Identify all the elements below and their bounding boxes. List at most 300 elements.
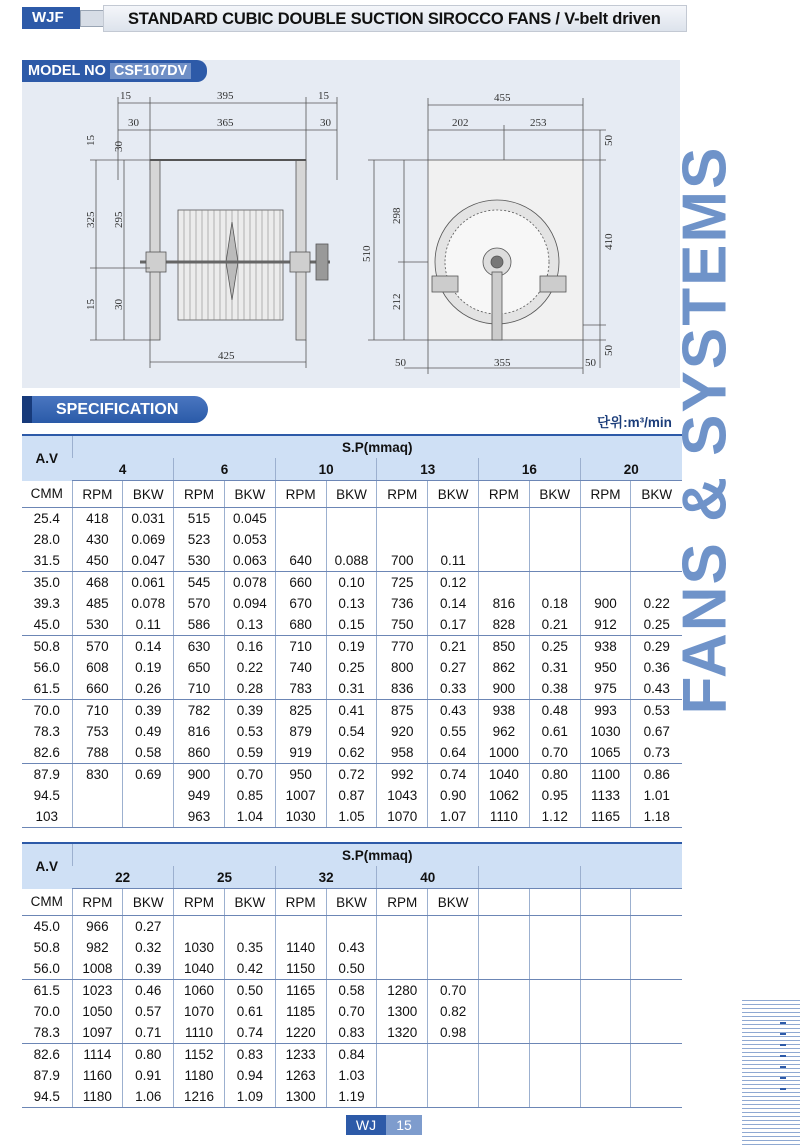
rpm-cell xyxy=(377,937,428,958)
dim-text: 50 xyxy=(603,135,615,146)
table-row xyxy=(22,785,682,806)
bkw-header: BKW xyxy=(326,481,377,508)
bkw-cell: 0.61 xyxy=(529,721,580,742)
rpm-cell: 800 xyxy=(377,657,428,678)
rpm-cell: 736 xyxy=(377,593,428,614)
table-row xyxy=(22,1065,682,1086)
rpm-cell xyxy=(580,958,631,980)
bkw-cell xyxy=(631,958,682,980)
bkw-cell: 0.031 xyxy=(123,508,174,530)
rpm-cell: 1062 xyxy=(479,785,530,806)
bkw-cell: 0.83 xyxy=(224,1044,275,1066)
bkw-cell: 0.13 xyxy=(224,614,275,636)
rpm-cell: 860 xyxy=(174,742,225,764)
rpm-cell: 950 xyxy=(275,764,326,786)
rpm-cell: 938 xyxy=(479,700,530,722)
rpm-cell: 710 xyxy=(174,678,225,700)
bkw-cell: 0.50 xyxy=(224,980,275,1002)
bkw-cell: 0.87 xyxy=(326,785,377,806)
rpm-cell xyxy=(479,550,530,572)
table-row xyxy=(22,614,682,636)
bkw-cell: 0.74 xyxy=(428,764,479,786)
bkw-cell: 0.053 xyxy=(224,529,275,550)
rpm-cell: 650 xyxy=(174,657,225,678)
rpm-cell: 788 xyxy=(72,742,123,764)
bkw-cell: 0.094 xyxy=(224,593,275,614)
table-row xyxy=(22,529,682,550)
rpm-cell: 830 xyxy=(72,764,123,786)
dim-text: 30 xyxy=(113,299,125,310)
bkw-cell xyxy=(529,980,580,1002)
rpm-cell: 1110 xyxy=(479,806,530,828)
rpm-cell: 879 xyxy=(275,721,326,742)
cmm-cell: 28.0 xyxy=(22,529,72,550)
bkw-cell: 0.061 xyxy=(123,572,174,594)
bkw-cell: 0.71 xyxy=(123,1022,174,1044)
rpm-cell: 740 xyxy=(275,657,326,678)
bkw-cell: 0.69 xyxy=(123,764,174,786)
rpm-cell: 660 xyxy=(275,572,326,594)
rpm-cell: 1300 xyxy=(377,1001,428,1022)
rpm-cell: 1216 xyxy=(174,1086,225,1108)
bkw-cell xyxy=(428,958,479,980)
bkw-cell: 0.82 xyxy=(428,1001,479,1022)
rpm-cell xyxy=(479,980,530,1002)
bkw-cell: 1.07 xyxy=(428,806,479,828)
rpm-cell xyxy=(479,1044,530,1066)
rpm-cell: 468 xyxy=(72,572,123,594)
rpm-cell xyxy=(479,572,530,594)
bkw-cell: 0.80 xyxy=(123,1044,174,1066)
table-row xyxy=(22,1022,682,1044)
bkw-cell xyxy=(428,1065,479,1086)
dim-text: 15 xyxy=(85,135,97,146)
dim-text: 355 xyxy=(494,357,511,369)
bkw-cell: 0.17 xyxy=(428,614,479,636)
bkw-cell: 0.11 xyxy=(428,550,479,572)
bkw-cell: 0.15 xyxy=(326,614,377,636)
rpm-cell xyxy=(580,1044,631,1066)
cmm-cell: 61.5 xyxy=(22,678,72,700)
cmm-cell: 39.3 xyxy=(22,593,72,614)
bkw-cell: 0.16 xyxy=(224,636,275,658)
bkw-cell xyxy=(123,806,174,828)
bkw-header: BKW xyxy=(428,889,479,916)
bkw-cell: 1.09 xyxy=(224,1086,275,1108)
bkw-cell xyxy=(428,1044,479,1066)
bkw-cell: 0.84 xyxy=(326,1044,377,1066)
rpm-cell xyxy=(377,1086,428,1108)
bkw-cell: 0.18 xyxy=(529,593,580,614)
rpm-cell xyxy=(580,1022,631,1044)
dim-text: 298 xyxy=(391,207,403,224)
rpm-cell: 1220 xyxy=(275,1022,326,1044)
bkw-cell xyxy=(326,916,377,938)
rpm-cell: 862 xyxy=(479,657,530,678)
bkw-cell: 0.90 xyxy=(428,785,479,806)
bkw-cell: 0.28 xyxy=(224,678,275,700)
bkw-cell xyxy=(224,916,275,938)
dim-text: 395 xyxy=(217,90,234,102)
rpm-cell xyxy=(377,916,428,938)
dim-text: 30 xyxy=(320,117,331,129)
table-row xyxy=(22,806,682,828)
bkw-cell: 0.39 xyxy=(123,958,174,980)
rpm-cell: 1140 xyxy=(275,937,326,958)
pressure-row xyxy=(22,458,682,481)
bkw-cell xyxy=(529,958,580,980)
cmm-cell: 82.6 xyxy=(22,1044,72,1066)
rpm-cell: 608 xyxy=(72,657,123,678)
pressure-cell xyxy=(580,866,682,889)
bkw-cell: 0.70 xyxy=(529,742,580,764)
rpm-header: RPM xyxy=(377,889,428,916)
bkw-cell: 0.38 xyxy=(529,678,580,700)
bkw-cell: 1.03 xyxy=(326,1065,377,1086)
bkw-cell xyxy=(326,529,377,550)
table-row xyxy=(22,657,682,678)
rpm-cell xyxy=(580,572,631,594)
bkw-cell: 0.73 xyxy=(631,742,682,764)
rpm-cell: 1043 xyxy=(377,785,428,806)
table-row xyxy=(22,678,682,700)
bkw-header: BKW xyxy=(123,889,174,916)
rpm-cell: 485 xyxy=(72,593,123,614)
bkw-cell: 0.069 xyxy=(123,529,174,550)
rpm-cell: 700 xyxy=(377,550,428,572)
rpm-cell: 1133 xyxy=(580,785,631,806)
page-number: 15 xyxy=(386,1115,422,1135)
bkw-cell: 0.063 xyxy=(224,550,275,572)
rpm-cell xyxy=(479,508,530,530)
rpm-cell: 430 xyxy=(72,529,123,550)
rpm-cell xyxy=(580,550,631,572)
table-row xyxy=(22,721,682,742)
bkw-cell: 0.43 xyxy=(326,937,377,958)
bkw-cell: 0.59 xyxy=(224,742,275,764)
table-1-body xyxy=(22,508,682,828)
rpm-cell: 710 xyxy=(72,700,123,722)
rpm-cell xyxy=(377,1065,428,1086)
rpm-cell xyxy=(72,785,123,806)
bkw-cell: 1.04 xyxy=(224,806,275,828)
bkw-cell xyxy=(529,1086,580,1108)
bkw-cell xyxy=(631,1086,682,1108)
bkw-cell xyxy=(631,980,682,1002)
rpm-cell: 1097 xyxy=(72,1022,123,1044)
bkw-cell xyxy=(631,1065,682,1086)
bkw-cell: 0.86 xyxy=(631,764,682,786)
rpm-cell: 630 xyxy=(174,636,225,658)
bkw-cell xyxy=(631,1044,682,1066)
rpm-cell: 1152 xyxy=(174,1044,225,1066)
rpm-header: RPM xyxy=(72,481,123,508)
bkw-header: BKW xyxy=(326,889,377,916)
rpm-cell xyxy=(479,1022,530,1044)
bkw-cell: 0.088 xyxy=(326,550,377,572)
bkw-cell xyxy=(631,1001,682,1022)
sp-header: S.P(mmaq) xyxy=(72,435,682,458)
rpm-cell: 1180 xyxy=(72,1086,123,1108)
rpm-cell: 1008 xyxy=(72,958,123,980)
bkw-cell: 0.91 xyxy=(123,1065,174,1086)
rpm-cell: 992 xyxy=(377,764,428,786)
rpm-cell: 982 xyxy=(72,937,123,958)
bkw-cell xyxy=(529,916,580,938)
bkw-cell: 0.53 xyxy=(224,721,275,742)
table-row xyxy=(22,937,682,958)
bkw-cell: 0.078 xyxy=(224,572,275,594)
rpm-cell: 1030 xyxy=(580,721,631,742)
bkw-cell: 0.39 xyxy=(123,700,174,722)
rpm-cell: 1160 xyxy=(72,1065,123,1086)
rpm-cell xyxy=(377,1044,428,1066)
bkw-cell: 0.43 xyxy=(428,700,479,722)
cmm-cell: 31.5 xyxy=(22,550,72,572)
table-row xyxy=(22,742,682,764)
sp-header: S.P(mmaq) xyxy=(72,843,682,866)
cmm-cell: 45.0 xyxy=(22,614,72,636)
rpm-cell: 1165 xyxy=(275,980,326,1002)
bkw-cell: 0.14 xyxy=(428,593,479,614)
rpm-cell xyxy=(479,1065,530,1086)
rpm-cell: 912 xyxy=(580,614,631,636)
rpm-cell: 782 xyxy=(174,700,225,722)
bkw-cell xyxy=(529,1001,580,1022)
rpm-cell: 850 xyxy=(479,636,530,658)
rpm-cell: 680 xyxy=(275,614,326,636)
rpm-cell: 1180 xyxy=(174,1065,225,1086)
av-header: A.V xyxy=(22,435,72,481)
bkw-cell xyxy=(529,529,580,550)
bkw-cell: 0.74 xyxy=(224,1022,275,1044)
pressure-cell: 25 xyxy=(174,866,276,889)
dim-text: 253 xyxy=(530,117,547,129)
cmm-cell: 56.0 xyxy=(22,958,72,980)
bkw-cell: 0.94 xyxy=(224,1065,275,1086)
rpm-cell xyxy=(580,1086,631,1108)
bkw-cell: 0.25 xyxy=(529,636,580,658)
rpm-cell xyxy=(479,958,530,980)
rpm-cell: 975 xyxy=(580,678,631,700)
rpm-cell: 1000 xyxy=(479,742,530,764)
rpm-header: RPM xyxy=(580,481,631,508)
rpm-cell: 570 xyxy=(72,636,123,658)
rpm-cell: 545 xyxy=(174,572,225,594)
dim-text: 365 xyxy=(217,117,234,129)
table-row xyxy=(22,508,682,530)
dim-text: 295 xyxy=(113,211,125,228)
bkw-cell xyxy=(631,916,682,938)
unit-row xyxy=(22,889,682,916)
bkw-cell: 0.80 xyxy=(529,764,580,786)
dim-text: 212 xyxy=(391,293,403,310)
bkw-cell: 0.53 xyxy=(631,700,682,722)
dim-text: 50 xyxy=(585,357,596,369)
cmm-cell: 94.5 xyxy=(22,785,72,806)
bkw-cell: 0.32 xyxy=(123,937,174,958)
cmm-header: CMM xyxy=(22,481,72,508)
table-row xyxy=(22,1001,682,1022)
rpm-cell xyxy=(479,529,530,550)
side-dots xyxy=(780,1022,786,1092)
rpm-cell: 962 xyxy=(479,721,530,742)
table-row xyxy=(22,916,682,938)
rpm-cell: 1150 xyxy=(275,958,326,980)
dim-text: 410 xyxy=(603,233,615,250)
rpm-cell: 530 xyxy=(72,614,123,636)
rpm-cell: 919 xyxy=(275,742,326,764)
cmm-cell: 35.0 xyxy=(22,572,72,594)
bkw-cell: 1.12 xyxy=(529,806,580,828)
bkw-cell: 0.64 xyxy=(428,742,479,764)
rpm-cell: 1023 xyxy=(72,980,123,1002)
rpm-cell: 828 xyxy=(479,614,530,636)
rpm-cell xyxy=(580,916,631,938)
bkw-header: BKW xyxy=(529,481,580,508)
cmm-cell: 50.8 xyxy=(22,636,72,658)
bkw-cell: 1.05 xyxy=(326,806,377,828)
rpm-cell: 900 xyxy=(580,593,631,614)
pressure-cell: 6 xyxy=(174,458,276,481)
bkw-cell: 1.19 xyxy=(326,1086,377,1108)
bkw-cell: 0.26 xyxy=(123,678,174,700)
rpm-cell: 950 xyxy=(580,657,631,678)
rpm-cell: 515 xyxy=(174,508,225,530)
bkw-cell: 0.48 xyxy=(529,700,580,722)
rpm-cell: 1050 xyxy=(72,1001,123,1022)
bkw-cell: 0.11 xyxy=(123,614,174,636)
bkw-cell: 0.72 xyxy=(326,764,377,786)
rpm-cell: 710 xyxy=(275,636,326,658)
rpm-cell: 1110 xyxy=(174,1022,225,1044)
rpm-cell: 783 xyxy=(275,678,326,700)
unit-label: 단위:m³/min xyxy=(597,415,672,430)
pressure-cell: 13 xyxy=(377,458,479,481)
bkw-cell xyxy=(428,1086,479,1108)
bkw-cell: 0.10 xyxy=(326,572,377,594)
rpm-header: RPM xyxy=(275,481,326,508)
rpm-cell: 1060 xyxy=(174,980,225,1002)
rpm-cell: 570 xyxy=(174,593,225,614)
bkw-cell xyxy=(529,937,580,958)
bkw-cell: 0.078 xyxy=(123,593,174,614)
bkw-cell: 0.61 xyxy=(224,1001,275,1022)
bkw-cell: 0.98 xyxy=(428,1022,479,1044)
rpm-cell: 816 xyxy=(479,593,530,614)
dim-text: 15 xyxy=(120,90,131,102)
rpm-cell: 1233 xyxy=(275,1044,326,1066)
bkw-cell: 0.22 xyxy=(631,593,682,614)
bkw-header: BKW xyxy=(123,481,174,508)
rpm-cell xyxy=(479,937,530,958)
side-stripes xyxy=(742,1000,800,1145)
bkw-cell xyxy=(326,508,377,530)
rpm-cell: 1280 xyxy=(377,980,428,1002)
rpm-cell: 1165 xyxy=(580,806,631,828)
bkw-cell xyxy=(631,1022,682,1044)
rpm-cell: 1263 xyxy=(275,1065,326,1086)
rpm-header: RPM xyxy=(72,889,123,916)
bkw-cell: 0.33 xyxy=(428,678,479,700)
dim-text: 510 xyxy=(361,245,373,262)
rpm-cell: 418 xyxy=(72,508,123,530)
rpm-cell xyxy=(275,529,326,550)
table-row xyxy=(22,1086,682,1108)
dim-text: 455 xyxy=(494,92,511,104)
cmm-cell: 78.3 xyxy=(22,1022,72,1044)
cmm-cell: 56.0 xyxy=(22,657,72,678)
rpm-cell: 530 xyxy=(174,550,225,572)
bkw-cell: 0.58 xyxy=(326,980,377,1002)
bkw-header: BKW xyxy=(224,889,275,916)
bkw-cell: 0.25 xyxy=(326,657,377,678)
bkw-cell xyxy=(529,1065,580,1086)
bkw-cell: 0.12 xyxy=(428,572,479,594)
cmm-cell: 87.9 xyxy=(22,1065,72,1086)
pressure-cell: 16 xyxy=(479,458,581,481)
rpm-cell: 1040 xyxy=(479,764,530,786)
pressure-cell: 22 xyxy=(72,866,174,889)
bkw-cell: 0.27 xyxy=(428,657,479,678)
pressure-cell: 40 xyxy=(377,866,479,889)
spec-table-1 xyxy=(22,434,682,828)
page-title: STANDARD CUBIC DOUBLE SUCTION SIROCCO FANS / V-belt driven xyxy=(128,10,661,28)
rpm-cell: 586 xyxy=(174,614,225,636)
bkw-cell: 0.31 xyxy=(326,678,377,700)
bkw-cell: 1.18 xyxy=(631,806,682,828)
bkw-cell xyxy=(631,937,682,958)
rpm-cell: 949 xyxy=(174,785,225,806)
bkw-cell xyxy=(529,550,580,572)
table-row xyxy=(22,636,682,658)
cmm-cell: 70.0 xyxy=(22,1001,72,1022)
rpm-cell: 750 xyxy=(377,614,428,636)
dim-text: 325 xyxy=(85,211,97,228)
table-row xyxy=(22,980,682,1002)
table-row xyxy=(22,1044,682,1066)
bkw-header: BKW xyxy=(224,481,275,508)
cmm-cell: 78.3 xyxy=(22,721,72,742)
bkw-cell xyxy=(529,1022,580,1044)
cmm-cell: 45.0 xyxy=(22,916,72,938)
rpm-cell: 900 xyxy=(479,678,530,700)
dim-text: 15 xyxy=(318,90,329,102)
rpm-cell: 875 xyxy=(377,700,428,722)
rpm-cell xyxy=(377,529,428,550)
bkw-cell xyxy=(529,1044,580,1066)
rpm-cell xyxy=(174,916,225,938)
cmm-cell: 70.0 xyxy=(22,700,72,722)
dim-text: 15 xyxy=(85,299,97,310)
rpm-cell: 1114 xyxy=(72,1044,123,1066)
rpm-cell: 1185 xyxy=(275,1001,326,1022)
bkw-cell: 0.22 xyxy=(224,657,275,678)
section-badge: WJF xyxy=(22,7,80,29)
bkw-cell: 0.70 xyxy=(326,1001,377,1022)
bkw-cell: 0.85 xyxy=(224,785,275,806)
table-row xyxy=(22,550,682,572)
rpm-cell: 958 xyxy=(377,742,428,764)
bkw-cell xyxy=(428,937,479,958)
rpm-cell xyxy=(580,1065,631,1086)
spec-tab-mark xyxy=(22,396,32,423)
pressure-cell xyxy=(479,866,581,889)
bkw-cell: 0.46 xyxy=(123,980,174,1002)
rpm-cell: 770 xyxy=(377,636,428,658)
bkw-cell: 0.25 xyxy=(631,614,682,636)
bkw-header: BKW xyxy=(428,481,479,508)
